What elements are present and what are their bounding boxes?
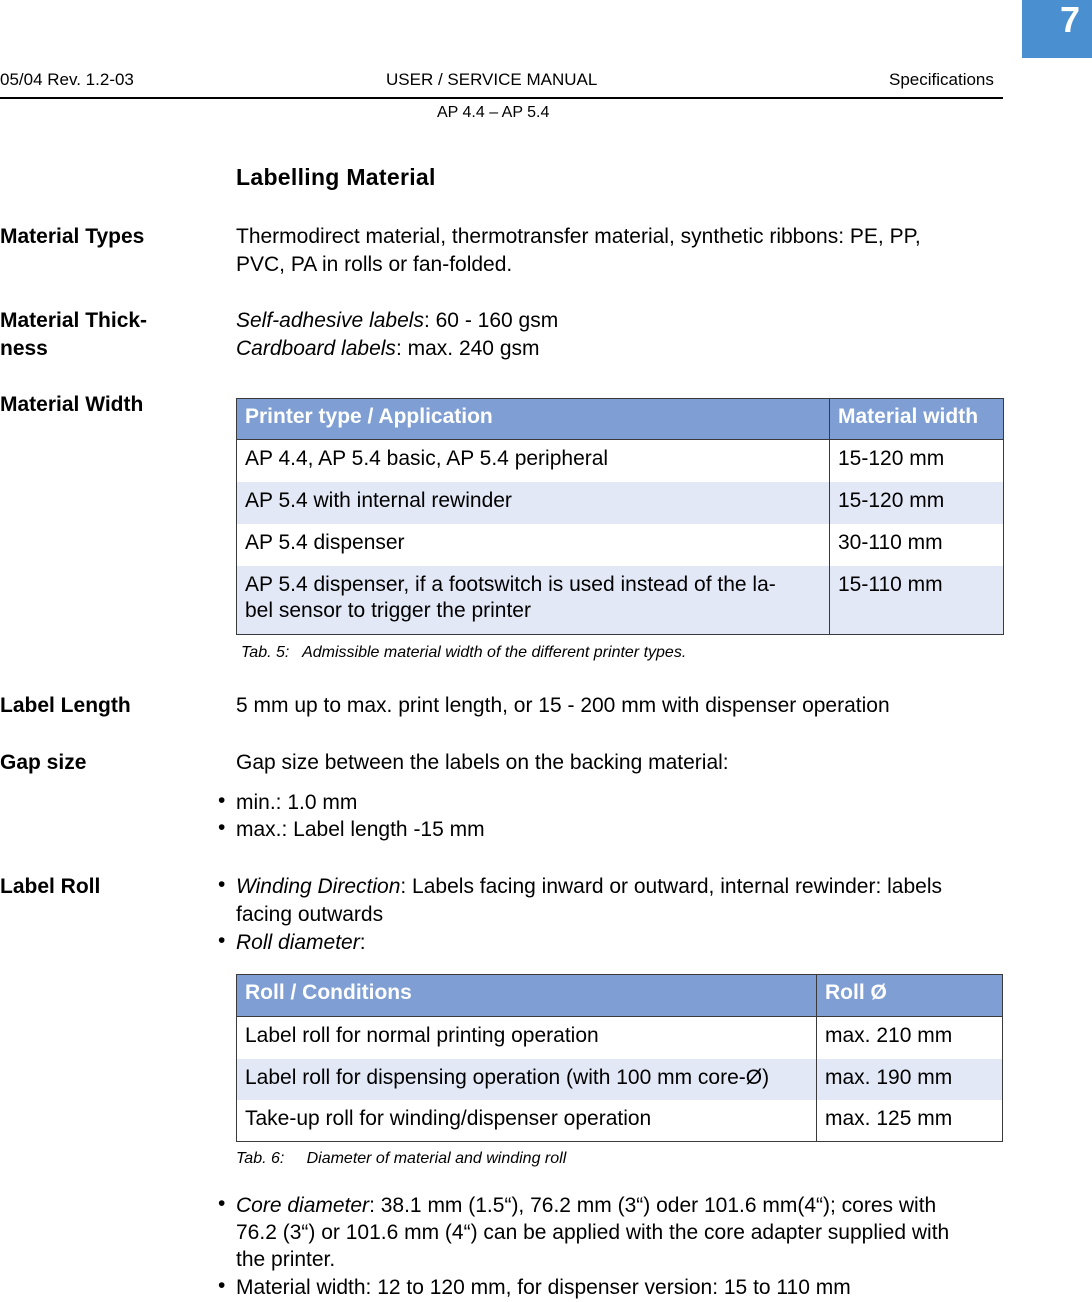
material-thickness-label <box>0 307 147 363</box>
material-thickness-label-line2: ness <box>0 337 48 360</box>
winding-value: : Labels facing inward or outward, internal rewinder: labels <box>400 875 943 898</box>
bullet-icon: • <box>218 816 226 839</box>
gap-min: min.: 1.0 mm <box>236 791 358 814</box>
material-width-label: Material Width <box>0 393 144 416</box>
table-row <box>237 482 1004 524</box>
core-line1 <box>236 1192 949 1219</box>
table-cell: 15-120 mm <box>830 482 1004 524</box>
roll-diameter <box>236 929 366 957</box>
material-thickness-text <box>236 307 558 363</box>
thickness-self-adhesive-name: Self-adhesive labels <box>236 309 424 332</box>
table-row <box>237 566 1004 635</box>
material-width-table <box>236 398 1004 635</box>
core-line3: the printer. <box>236 1248 336 1271</box>
table-cell: AP 5.4 dispenser <box>237 524 830 566</box>
table-cell: 15-120 mm <box>830 440 1004 482</box>
header-divider <box>0 97 1003 99</box>
caption-number: Tab. 6: <box>236 1150 285 1167</box>
caption-number: Tab. 5: <box>241 644 290 661</box>
chapter-tab: 7 <box>1022 0 1092 58</box>
table-row <box>237 1100 1003 1142</box>
table-cell: Label roll for normal printing operation <box>237 1017 817 1059</box>
table-cell-line2: bel sensor to trigger the printer <box>245 598 531 622</box>
table-cell-line1: AP 5.4 dispenser, if a footswitch is used instead of the la- <box>245 572 776 596</box>
roll-col-diameter: Roll Ø <box>817 975 1003 1017</box>
gap-max: max.: Label length -15 mm <box>236 818 485 841</box>
bullet-icon: • <box>218 873 226 896</box>
core-line2: 76.2 (3“) or 101.6 mm (4“) can be applied with the core adapter supplied with <box>236 1221 950 1244</box>
thickness-cardboard-value: : max. 240 gsm <box>395 337 540 360</box>
gap-size-label: Gap size <box>0 751 87 774</box>
table-cell: max. 190 mm <box>817 1059 1003 1100</box>
table-5-caption <box>241 644 686 662</box>
header-manual-title: USER / SERVICE MANUAL <box>386 70 598 89</box>
thickness-cardboard-name: Cardboard labels <box>236 337 396 360</box>
label-roll-label: Label Roll <box>0 875 101 898</box>
material-width-col-width: Material width <box>830 399 1004 440</box>
winding-direction <box>236 873 942 929</box>
section-title: Labelling Material <box>236 164 436 190</box>
gap-size-text: Gap size between the labels on the backing material: <box>236 751 729 774</box>
caption-text: Admissible material width of the different printer types. <box>302 644 687 661</box>
bullet-icon: • <box>218 1192 226 1215</box>
label-length-label: Label Length <box>0 694 131 717</box>
caption-text: Diameter of material and winding roll <box>306 1150 567 1167</box>
material-width-bullet: Material width: 12 to 120 mm, for dispenser version: 15 to 110 mm <box>236 1276 851 1299</box>
table-cell: max. 125 mm <box>817 1100 1003 1142</box>
label-length-text: 5 mm up to max. print length, or 15 - 200 mm with dispenser operation <box>236 694 890 717</box>
header-section: Specifications <box>889 70 994 89</box>
roll-diameter-suffix: : <box>359 931 366 954</box>
table-row <box>237 1059 1003 1100</box>
table-cell <box>237 566 830 635</box>
table-6-caption <box>236 1150 566 1168</box>
table-cell: Label roll for dispensing operation (with 100 mm core-Ø) <box>237 1059 817 1100</box>
roll-col-conditions: Roll / Conditions <box>237 975 817 1017</box>
winding-name: Winding Direction <box>236 875 401 898</box>
table-cell: 30-110 mm <box>830 524 1004 566</box>
thickness-self-adhesive-value: : 60 - 160 gsm <box>423 309 559 332</box>
core-name: Core diameter <box>236 1194 370 1217</box>
material-types-line2: PVC, PA in rolls or fan-folded. <box>236 253 513 276</box>
material-types-line1: Thermodirect material, thermotransfer material, synthetic ribbons: PE, PP, <box>236 225 921 248</box>
material-thickness-label-line1: Material Thick- <box>0 309 148 332</box>
roll-diameter-table <box>236 974 1003 1142</box>
material-width-col-printer: Printer type / Application <box>237 399 830 440</box>
winding-line1 <box>236 873 942 901</box>
header-models: AP 4.4 – AP 5.4 <box>437 104 550 121</box>
bullet-icon: • <box>218 789 226 812</box>
bullet-icon: • <box>218 929 226 952</box>
bullet-icon: • <box>218 1274 226 1297</box>
winding-line2: facing outwards <box>236 903 384 926</box>
material-types-text <box>236 223 921 279</box>
table-row <box>237 1017 1003 1059</box>
material-types-label: Material Types <box>0 225 145 248</box>
thickness-self-adhesive <box>236 307 558 335</box>
table-cell: 15-110 mm <box>830 566 1004 635</box>
material-width-header-row <box>237 399 1004 440</box>
roll-header-row <box>237 975 1003 1017</box>
table-cell: Take-up roll for winding/dispenser operation <box>237 1100 817 1142</box>
table-cell: AP 5.4 with internal rewinder <box>237 482 830 524</box>
thickness-cardboard <box>236 335 558 363</box>
roll-diameter-name: Roll diameter <box>236 931 360 954</box>
core-diameter <box>236 1192 949 1273</box>
header-revision: 05/04 Rev. 1.2-03 <box>0 70 134 89</box>
table-cell: max. 210 mm <box>817 1017 1003 1059</box>
table-cell: AP 4.4, AP 5.4 basic, AP 5.4 peripheral <box>237 440 830 482</box>
table-row <box>237 440 1004 482</box>
core-value: : 38.1 mm (1.5“), 76.2 mm (3“) oder 101.6 mm(4“); cores with <box>369 1194 937 1217</box>
table-row <box>237 524 1004 566</box>
